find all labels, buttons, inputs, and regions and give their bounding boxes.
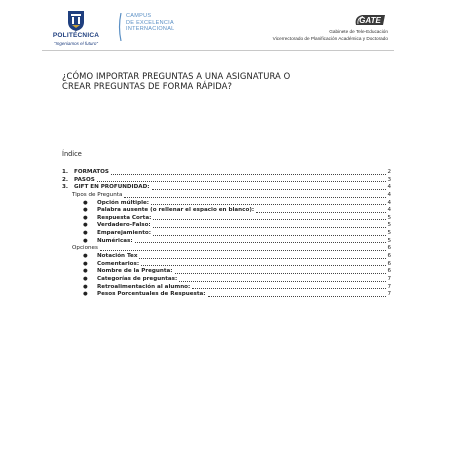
campus-excelencia-logo — [118, 13, 198, 43]
toc-entry-label: PASOS — [74, 176, 95, 183]
toc-entry-page: 6 — [387, 268, 391, 275]
bullet-icon: ● — [83, 291, 88, 298]
toc-entry-label: Opción múltiple: — [97, 199, 150, 206]
toc-entry[interactable] — [62, 291, 391, 299]
toc-entry-label: Tipos de Pregunta — [72, 191, 123, 198]
toc-entry-number: 2. — [62, 176, 69, 183]
campus-swoosh-icon — [118, 13, 122, 41]
toc-leader-dots — [151, 204, 386, 205]
bullet-icon: ● — [83, 253, 88, 260]
toc-entry-label: Comentarios: — [97, 260, 140, 267]
page-header — [0, 0, 453, 50]
toc-leader-dots — [152, 189, 387, 190]
toc-entry-page: 7 — [387, 291, 391, 298]
bullet-icon: ● — [83, 230, 88, 237]
upm-crest-icon — [66, 10, 86, 32]
toc-entry-label: Numéricas: — [97, 237, 133, 244]
toc-entry-label: Emparejamiento: — [97, 230, 151, 237]
gate-name: Gabinete de Tele-Educación — [329, 29, 388, 34]
toc-leader-dots — [135, 242, 387, 243]
table-of-contents — [62, 169, 391, 299]
bullet-icon: ● — [83, 199, 88, 206]
toc-leader-dots — [208, 296, 387, 297]
toc-entry[interactable] — [62, 215, 391, 223]
toc-entry-page: 3 — [387, 176, 391, 183]
toc-entry[interactable] — [62, 207, 391, 215]
bullet-icon: ● — [83, 222, 88, 229]
toc-entry-label: Categorías de preguntas: — [97, 275, 178, 282]
bullet-icon: ● — [83, 207, 88, 214]
bullet-icon: ● — [83, 268, 88, 275]
toc-entry[interactable] — [62, 192, 391, 200]
toc-entry-label: Notación Tex — [97, 253, 138, 260]
toc-entry-label: Retroalimentación al alumno: — [97, 283, 191, 290]
toc-entry-label: Opciones — [72, 245, 98, 252]
campus-text — [126, 13, 206, 33]
toc-entry-label: FORMATOS — [74, 168, 109, 175]
document-title — [62, 71, 392, 92]
bullet-icon: ● — [83, 260, 88, 267]
title-line: ¿CÓMO IMPORTAR PREGUNTAS A UNA ASIGNATURA O — [62, 71, 291, 81]
toc-entry-page: 4 — [387, 191, 391, 198]
toc-entry-number: 3. — [62, 184, 69, 191]
toc-leader-dots — [100, 250, 387, 251]
toc-entry-page: 5 — [387, 230, 391, 237]
gate-department: Vicerrectorado de Planificación Académica y Doctorado — [272, 36, 388, 41]
toc-leader-dots — [111, 174, 386, 175]
toc-entry-label: Verdadero-Falso: — [97, 222, 151, 229]
title-line: CREAR PREGUNTAS DE FORMA RÁPIDA? — [62, 81, 233, 92]
campus-line: DE EXCELENCIA — [126, 19, 174, 26]
toc-entry[interactable] — [62, 177, 391, 185]
toc-entry[interactable] — [62, 245, 391, 253]
bullet-icon: ● — [83, 283, 88, 290]
toc-entry[interactable] — [62, 284, 391, 292]
toc-leader-dots — [179, 281, 386, 282]
toc-leader-dots — [153, 227, 387, 228]
toc-entry-page: 6 — [387, 245, 391, 252]
toc-entry[interactable] — [62, 253, 391, 261]
campus-line: INTERNACIONAL — [126, 26, 175, 33]
toc-leader-dots — [153, 219, 386, 220]
toc-leader-dots — [97, 181, 387, 182]
toc-entry[interactable] — [62, 268, 391, 276]
toc-entry-label: Pesos Porcentuales de Respuesta: — [97, 291, 206, 298]
toc-entry-page: 6 — [387, 253, 391, 260]
bullet-icon: ● — [83, 214, 88, 221]
header-divider — [42, 50, 394, 51]
gate-logo — [352, 13, 388, 27]
toc-leader-dots — [256, 212, 386, 213]
toc-entry-label: Respuesta Corta: — [97, 214, 152, 221]
toc-entry[interactable] — [62, 184, 391, 192]
toc-entry-page: 7 — [387, 275, 391, 282]
bullet-icon: ● — [83, 237, 88, 244]
toc-entry-label: Nombre de la Pregunta: — [97, 268, 173, 275]
toc-entry-page: 5 — [387, 214, 391, 221]
bullet-icon: ● — [83, 275, 88, 282]
toc-entry[interactable] — [62, 169, 391, 177]
toc-entry-page: 4 — [387, 207, 391, 214]
toc-entry-page: 5 — [387, 237, 391, 244]
toc-leader-dots — [139, 258, 386, 259]
toc-entry-number: 1. — [62, 168, 69, 175]
toc-entry[interactable] — [62, 261, 391, 269]
toc-entry[interactable] — [62, 200, 391, 208]
upm-name: POLITÉCNICA — [52, 32, 100, 39]
toc-entry[interactable] — [62, 238, 391, 246]
toc-entry-label: GIFT EN PROFUNDIDAD: — [74, 184, 150, 191]
toc-entry[interactable] — [62, 230, 391, 238]
campus-line: CAMPUS — [126, 13, 152, 19]
toc-leader-dots — [124, 197, 386, 198]
toc-entry-page: 4 — [387, 184, 391, 191]
toc-leader-dots — [192, 288, 386, 289]
toc-entry[interactable] — [62, 276, 391, 284]
toc-entry-label: Palabra ausente (o rellenar el espacio en blanco): — [97, 207, 255, 214]
index-heading: Índice — [62, 150, 82, 158]
toc-leader-dots — [153, 235, 386, 236]
toc-entry-page: 7 — [387, 283, 391, 290]
toc-entry-page: 5 — [387, 222, 391, 229]
upm-slogan: "Ingeniamos el futuro" — [54, 41, 98, 46]
toc-entry-page: 4 — [387, 199, 391, 206]
gate-logo-text: GATE — [359, 16, 381, 25]
toc-leader-dots — [141, 265, 386, 266]
toc-entry-page: 6 — [387, 260, 391, 267]
upm-logo — [36, 10, 116, 50]
toc-entry[interactable] — [62, 222, 391, 230]
toc-leader-dots — [175, 273, 387, 274]
toc-entry-page: 2 — [387, 168, 391, 175]
